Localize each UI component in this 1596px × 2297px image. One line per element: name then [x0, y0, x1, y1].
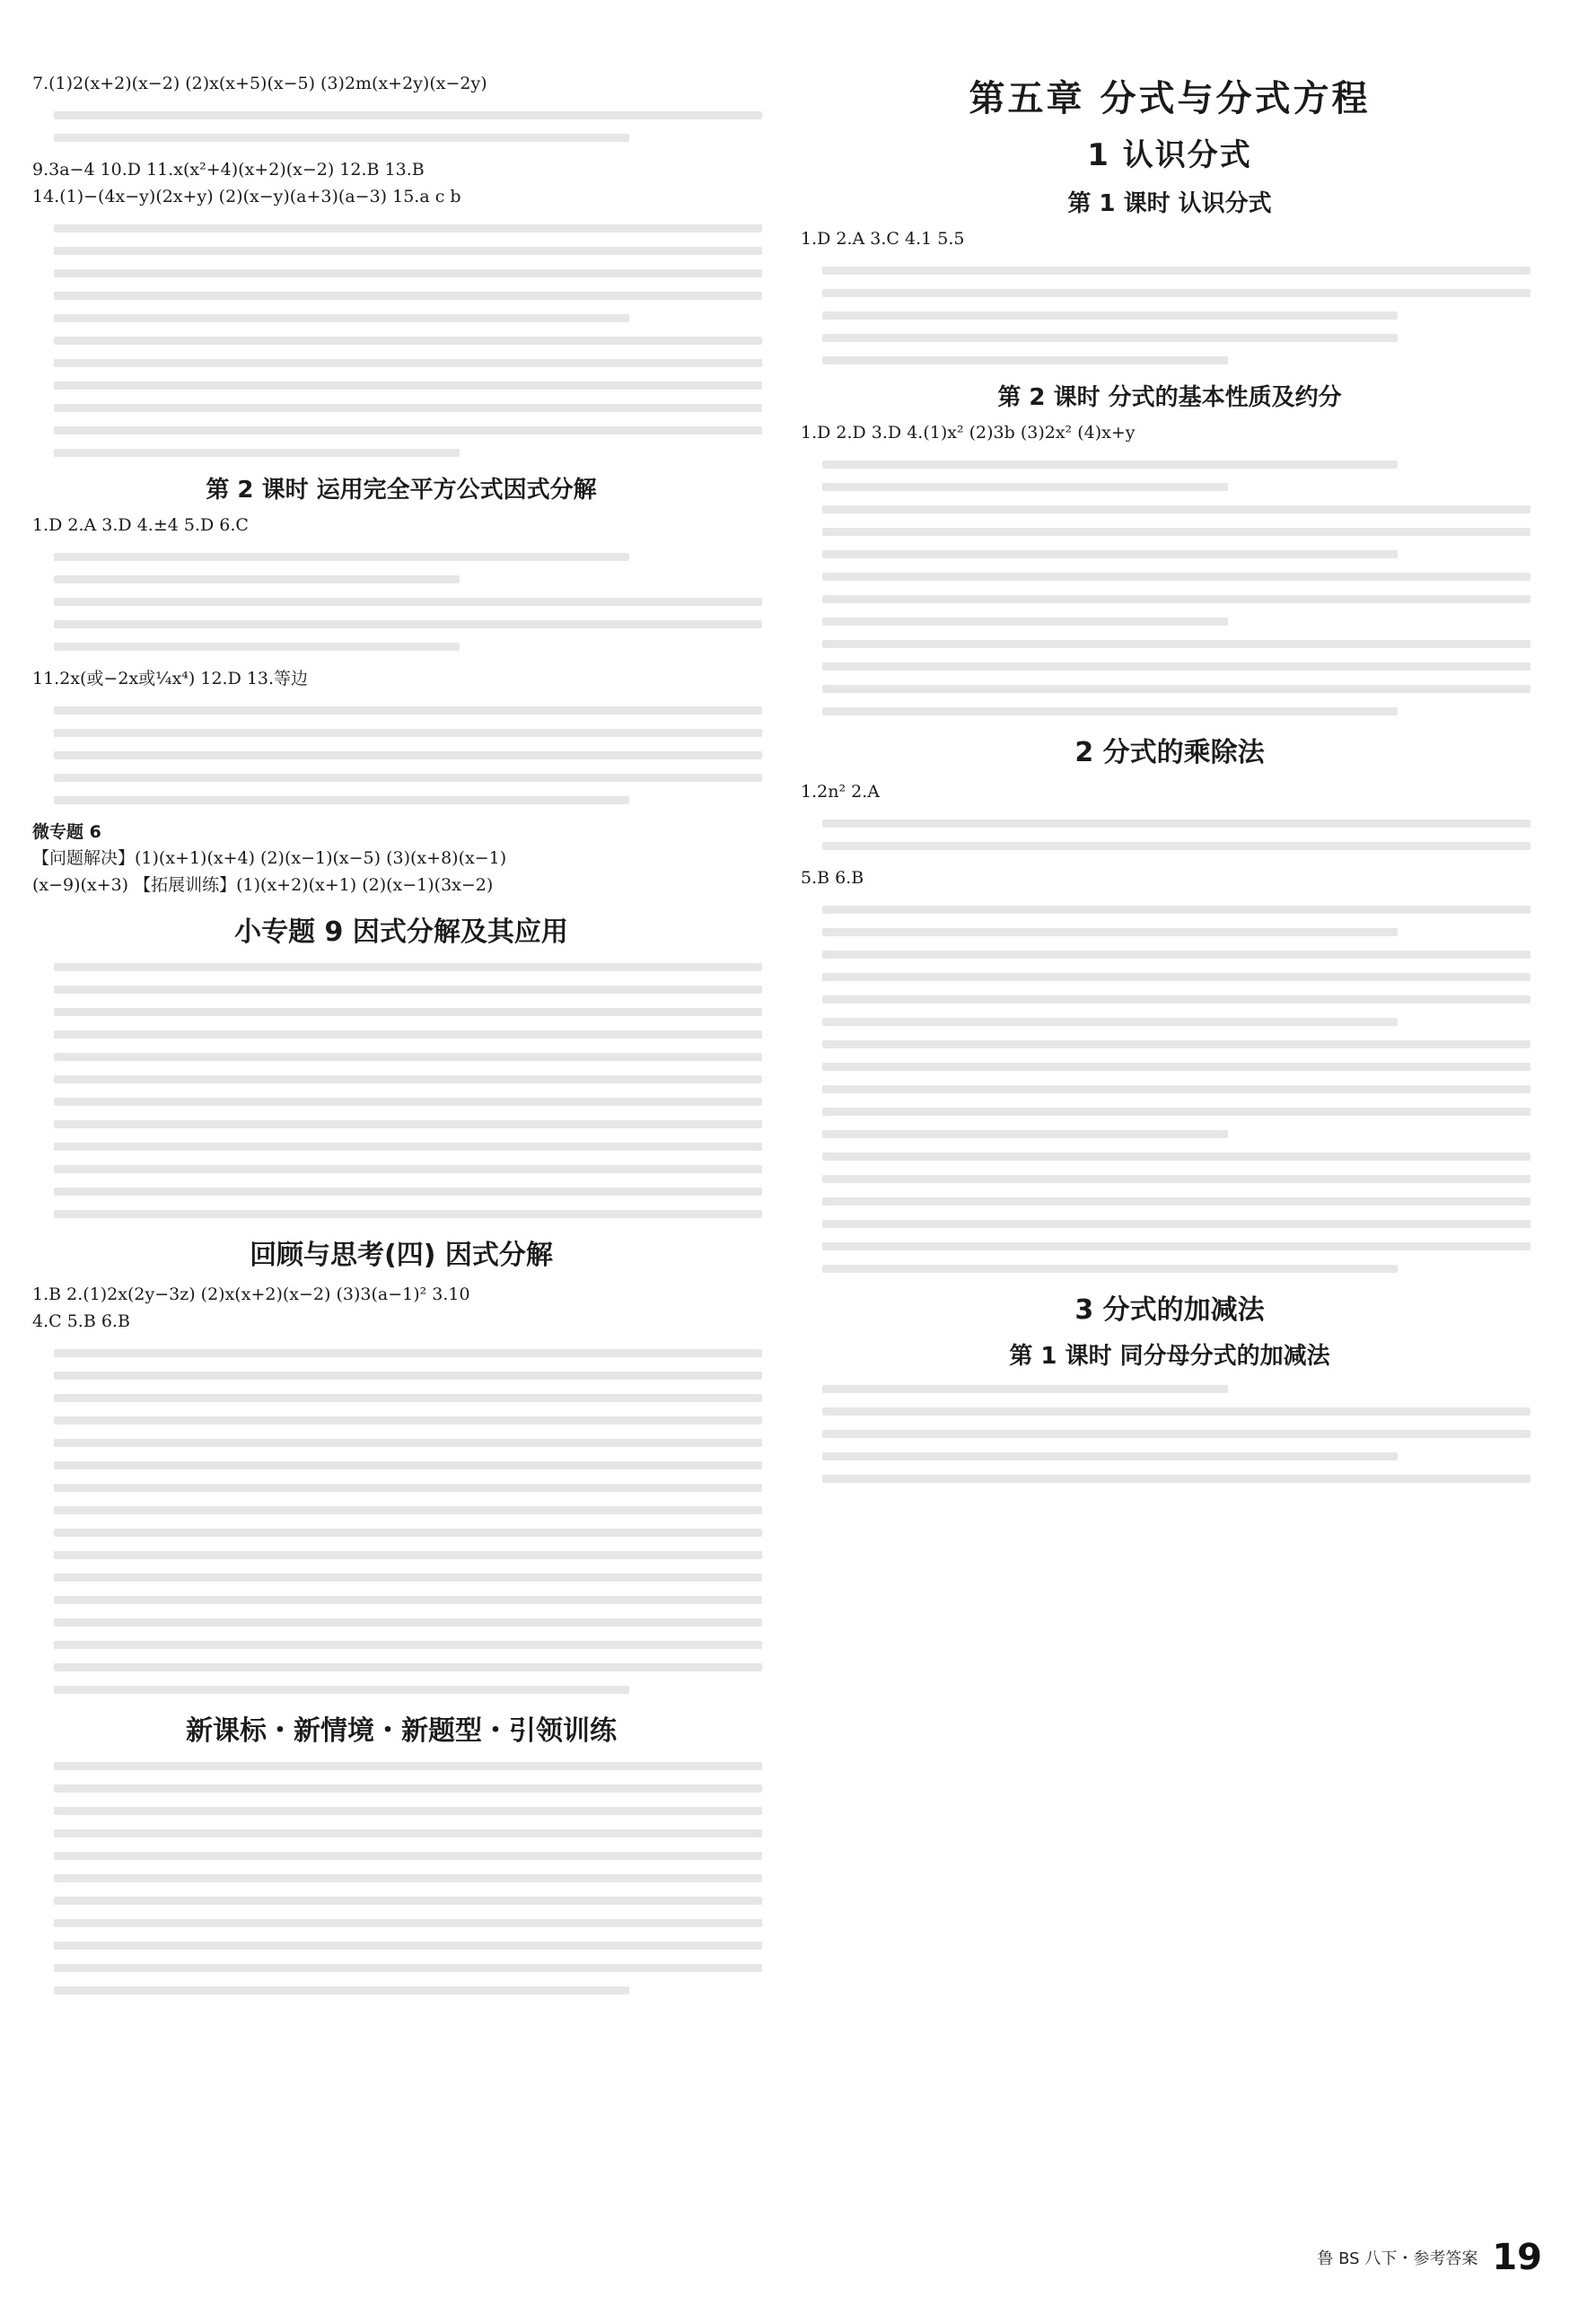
- answer-line: 【问题解决】(1)(x+1)(x+4) (2)(x−1)(x−5) (3)(x+8)(x−1): [32, 848, 507, 868]
- page-number: 19: [1492, 2237, 1542, 2278]
- lesson-part-heading: 第 1 课时 认识分式: [1067, 190, 1272, 217]
- answer-placeholder: [32, 1349, 770, 1694]
- answer-line: 1.D 2.D 3.D 4.(1)x² (2)3b (3)2x² (4)x+y: [801, 423, 1136, 443]
- lesson-heading: 2 分式的乘除法: [1074, 737, 1265, 768]
- answer-placeholder: [801, 267, 1539, 364]
- section-heading: 新课标・新情境・新题型・引领训练: [186, 1715, 617, 1747]
- answer-placeholder: [32, 706, 770, 804]
- section-heading: 第 2 课时 运用完全平方公式因式分解: [206, 477, 597, 504]
- answer-placeholder: [801, 460, 1539, 715]
- answer-placeholder: [32, 224, 770, 457]
- footer-text: 鲁 BS 八下・参考答案: [1317, 2249, 1478, 2268]
- lesson-part-heading: 第 2 课时 分式的基本性质及约分: [997, 384, 1342, 411]
- section-heading: 小专题 9 因式分解及其应用: [234, 916, 568, 948]
- section-heading: 回顾与思考(四) 因式分解: [250, 1240, 553, 1271]
- chapter-title: 第五章 分式与分式方程: [969, 78, 1371, 119]
- answer-line: 5.B 6.B: [801, 868, 864, 888]
- right-column: [801, 70, 1539, 1497]
- answer-placeholder: [801, 906, 1539, 1273]
- page-footer: [1317, 2237, 1542, 2278]
- micro-topic-label: 微专题 6: [32, 822, 101, 842]
- answer-placeholder: [32, 111, 770, 142]
- answer-placeholder: [801, 820, 1539, 850]
- answer-placeholder: [32, 963, 770, 1218]
- answer-placeholder: [32, 553, 770, 651]
- answer-placeholder: [801, 1385, 1539, 1483]
- answer-line: 7.(1)2(x+2)(x−2) (2)x(x+5)(x−5) (3)2m(x+2y)(x−2y): [32, 74, 487, 93]
- answer-line: (x−9)(x+3) 【拓展训练】(1)(x+2)(x+1) (2)(x−1)(3x−2): [32, 875, 494, 895]
- lesson-heading: 3 分式的加减法: [1074, 1294, 1265, 1326]
- lesson-part-heading: 第 1 课时 同分母分式的加减法: [1009, 1343, 1330, 1370]
- left-column: [32, 70, 770, 2009]
- answer-line: 14.(1)−(4x−y)(2x+y) (2)(x−y)(a+3)(a−3) 15.a c b: [32, 187, 461, 206]
- answer-line: 1.D 2.A 3.D 4.±4 5.D 6.C: [32, 515, 249, 535]
- lesson-heading: 1 认识分式: [1087, 137, 1252, 173]
- answer-line: 9.3a−4 10.D 11.x(x²+4)(x+2)(x−2) 12.B 13.B: [32, 160, 425, 180]
- answer-line: 11.2x(或−2x或¼x⁴) 12.D 13.等边: [32, 669, 309, 688]
- answer-line: 4.C 5.B 6.B: [32, 1311, 130, 1331]
- answer-line: 1.D 2.A 3.C 4.1 5.5: [801, 229, 965, 249]
- answer-line: 1.B 2.(1)2x(2y−3z) (2)x(x+2)(x−2) (3)3(a−1)² 3.10: [32, 1284, 470, 1304]
- answer-placeholder: [32, 1762, 770, 1995]
- answer-line: 1.2n² 2.A: [801, 782, 880, 802]
